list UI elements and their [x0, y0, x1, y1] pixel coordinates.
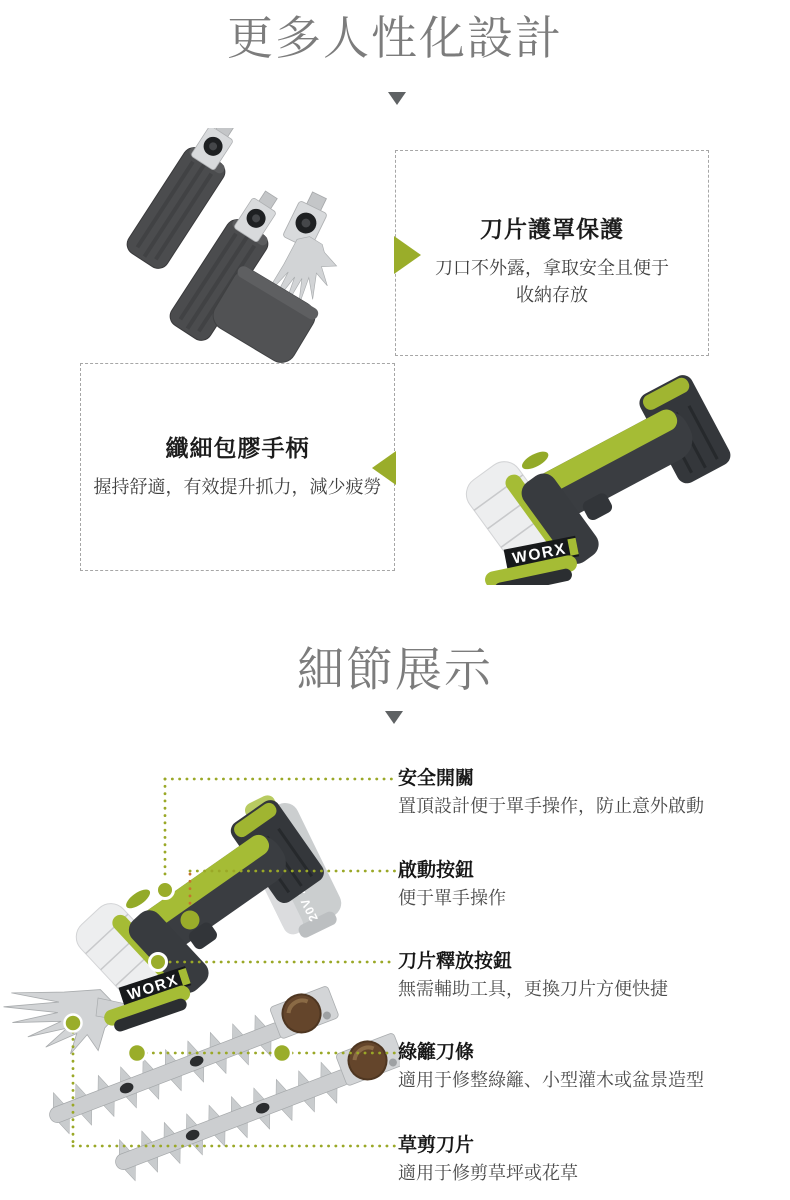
callout-grass-blade: 草剪刀片 適用于修剪草坪或花草: [398, 1135, 578, 1183]
down-arrow-icon: [385, 711, 403, 724]
feature-title: 刀片護罩保護: [480, 216, 624, 242]
callout-blade-release: 刀片釋放按鈕 無需輔助工具，更換刀片方便快捷: [398, 951, 668, 999]
callout-start-button: 啟動按鈕 便于單手操作: [398, 860, 506, 908]
feature-body: 握持舒適，有效提升抓力，減少疲勞: [93, 477, 382, 497]
callout-safety-switch: 安全開關 置頂設計便于單手操作，防止意外啟動: [398, 768, 704, 816]
down-arrow-icon: [388, 92, 406, 105]
pointer-left-icon: [372, 451, 396, 485]
blade-covers-image: [92, 128, 392, 363]
section-design-title: 更多人性化設計: [227, 12, 563, 64]
feature-body: 刀口不外露，拿取安全且便于 收納存放: [435, 258, 669, 305]
annotated-product-image: [0, 760, 400, 1200]
detail-section: [0, 760, 790, 1200]
section-details-title: 細節展示: [297, 643, 493, 696]
pointer-right-icon: [394, 236, 421, 274]
feature-box-blade-guard: [395, 150, 709, 356]
shear-tool-image: [413, 370, 743, 585]
feature-title: 纖細包膠手柄: [165, 435, 310, 461]
feature-box-grip: [80, 363, 395, 571]
callout-hedge-blade: 綠籬刀條 適用于修整綠籬、小型灌木或盆景造型: [398, 1042, 704, 1090]
